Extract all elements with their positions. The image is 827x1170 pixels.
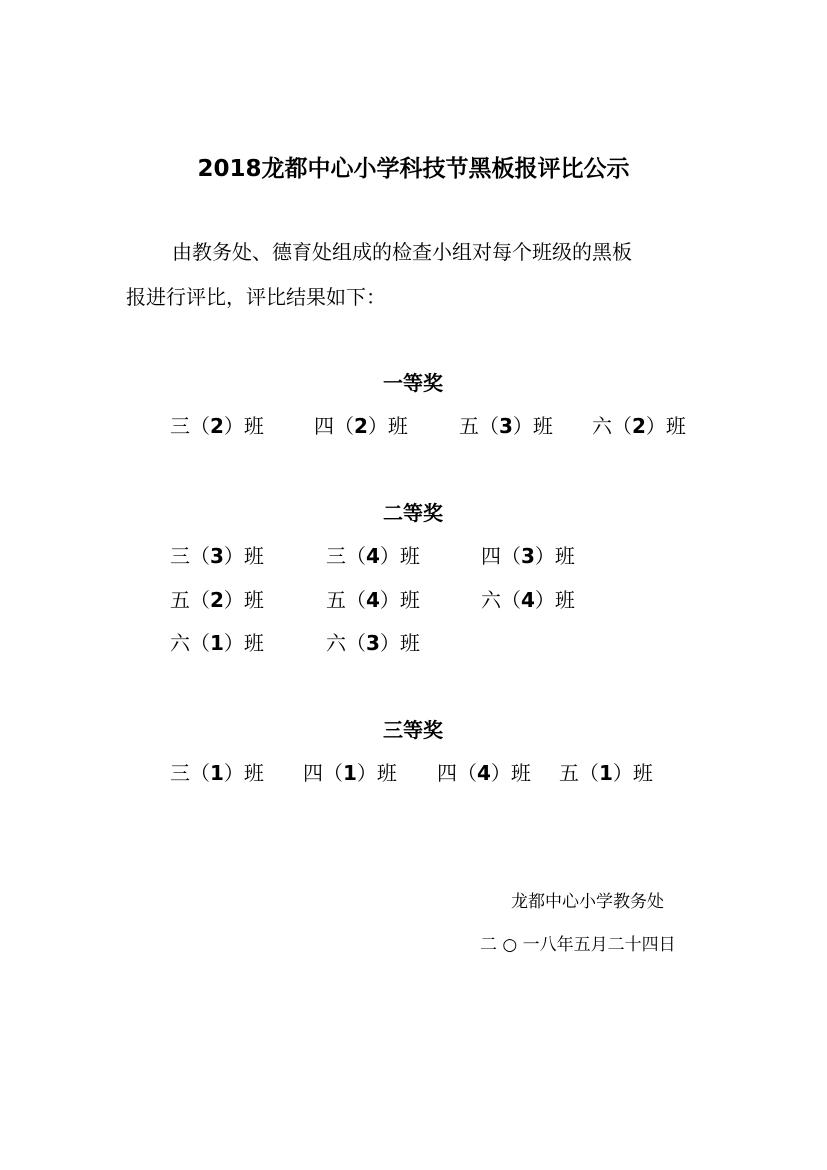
third-prize-class: 四（4）班 <box>437 761 531 785</box>
second-prize-class: 五（2）班 <box>170 588 264 612</box>
intro-line-2: 报进行评比，评比结果如下： <box>126 285 386 309</box>
second-prize-heading: 二等奖 <box>383 501 443 525</box>
second-prize-class: 六（1）班 <box>170 631 264 655</box>
first-prize-class: 三（2）班 <box>170 414 264 438</box>
signature-date: 二 ○ 一八年五月二十四日 <box>480 935 676 955</box>
first-prize-heading: 一等奖 <box>383 371 443 395</box>
signature-org: 龙都中心小学教务处 <box>511 892 664 912</box>
third-prize-class: 四（1）班 <box>303 761 397 785</box>
second-prize-class: 六（4）班 <box>481 588 575 612</box>
third-prize-heading: 三等奖 <box>383 718 443 742</box>
second-prize-class: 四（3）班 <box>481 544 575 568</box>
first-prize-class: 五（3）班 <box>459 414 553 438</box>
third-prize-class: 五（1）班 <box>559 761 653 785</box>
second-prize-class: 三（3）班 <box>170 544 264 568</box>
second-prize-class: 六（3）班 <box>326 631 420 655</box>
second-prize-class: 三（4）班 <box>326 544 420 568</box>
first-prize-class: 六（2）班 <box>592 414 686 438</box>
second-prize-class: 五（4）班 <box>326 588 420 612</box>
first-prize-class: 四（2）班 <box>314 414 408 438</box>
third-prize-class: 三（1）班 <box>170 761 264 785</box>
page-title: 2018龙都中心小学科技节黑板报评比公示 <box>197 156 630 182</box>
intro-line-1: 由教务处、德育处组成的检查小组对每个班级的黑板 <box>172 240 632 264</box>
